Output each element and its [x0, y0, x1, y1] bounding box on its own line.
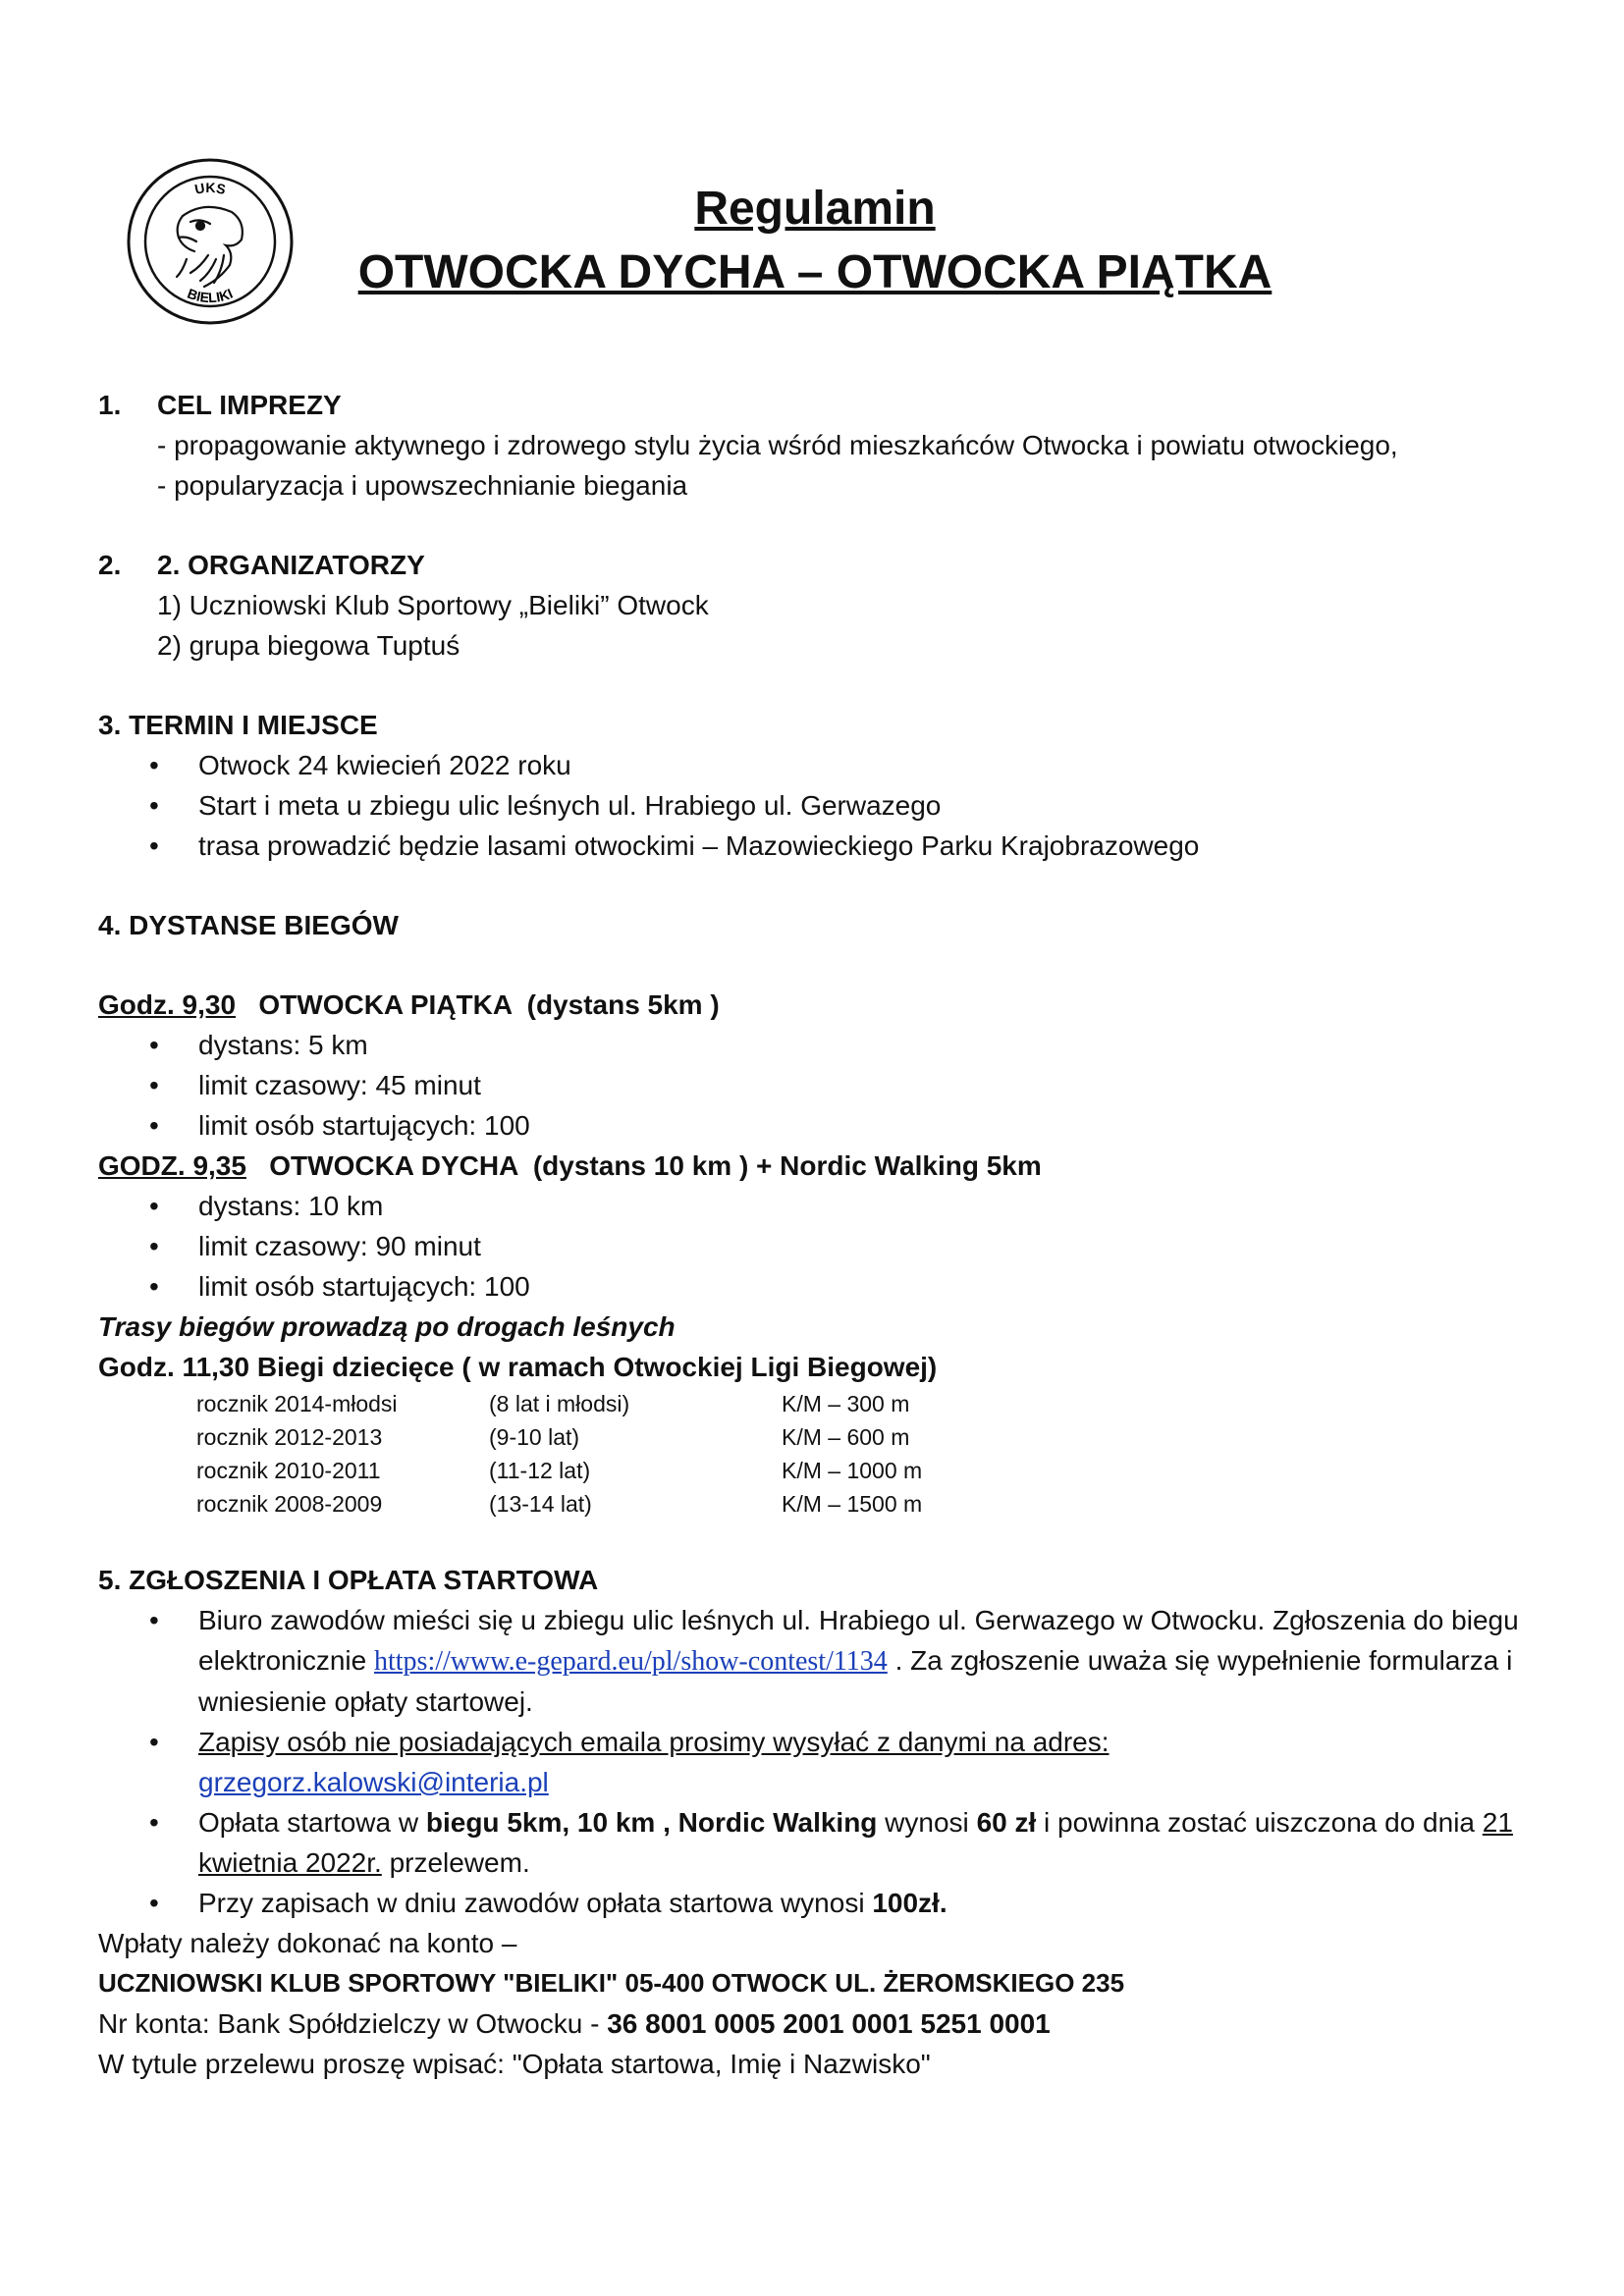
organizer-item: 2) grupa biegowa Tuptuś [157, 630, 460, 661]
section-1-heading: 1. CEL IMPREZY [98, 390, 342, 420]
kids-row: rocznik 2014-młodsi (8 lat i młodsi) K/M – 300 m [196, 1391, 910, 1416]
fee-bullet: • Opłata startowa w biegu 5km, 10 km , Nordic Walking wynosi 60 zł i powinna zostać uiszczona do dnia 21 kwietnia 2022r. przelewem. [98, 1802, 1551, 1883]
logo-bottom-text: BIELIKI [185, 285, 236, 306]
race-10km-heading: GODZ. 9,35 OTWOCKA DYCHA (dystans 10 km ) + Nordic Walking 5km [98, 1150, 1042, 1181]
race-5km-bullet: • limit czasowy: 45 minut [98, 1065, 1551, 1105]
kids-race-heading: Godz. 11,30 Biegi dziecięce ( w ramach Otwockiej Ligi Biegowej) [98, 1352, 938, 1382]
section-1-line: - popularyzacja i upowszechnianie biegania [157, 470, 688, 501]
race-5km-heading: Godz. 9,30 OTWOCKA PIĄTKA (dystans 5km ) [98, 989, 720, 1020]
term-bullet: • trasa prowadzić będzie lasami otwockimi – Mazowieckiego Parku Krajobrazowego [98, 826, 1551, 866]
registration-bullet: • Biuro zawodów mieści się u zbiegu ulic leśnych ul. Hrabiego ul. Gerwazego w Otwocku. Zgłoszenia do biegu elektronicznie https://www.e-gepard.eu/pl/show-contest/1134 . Za zgłoszenie uważa się wypełnienie formularza i wniesienie opłaty startowej. [98, 1600, 1551, 1722]
svg-text:UKS [193, 180, 227, 197]
eagle-head-icon [177, 207, 243, 287]
payment-intro: Wpłaty należy dokonać na konto – [98, 1928, 517, 1958]
contact-email-link[interactable]: grzegorz.kalowski@interia.pl [198, 1767, 549, 1797]
section-3-heading: 3. TERMIN I MIEJSCE [98, 710, 378, 740]
club-logo [126, 157, 295, 326]
term-bullet: • Start i meta u zbiegu ulic leśnych ul. Hrabiego ul. Gerwazego [98, 785, 1551, 826]
kids-row: rocznik 2008-2009 (13-14 lat) K/M – 1500 m [196, 1491, 923, 1517]
onsite-fee-bullet: • Przy zapisach w dniu zawodów opłata startowa wynosi 100zł. [98, 1883, 1551, 1923]
registration-link[interactable]: https://www.e-gepard.eu/pl/show-contest/1134 [373, 1646, 888, 1677]
transfer-title-note: W tytule przelewu proszę wpisać: "Opłata startowa, Imię i Nazwisko" [98, 2049, 931, 2079]
payment-recipient: UCZNIOWSKI KLUB SPORTOWY "BIELIKI" 05-400 OTWOCK UL. ŻEROMSKIEGO 235 [98, 1968, 1125, 1998]
bank-account: Nr konta: Bank Spółdzielczy w Otwocku - 36 8001 0005 2001 0001 5251 0001 [98, 2008, 1051, 2039]
svg-text:BIELIKI [186, 286, 236, 306]
section-1-line: - propagowanie aktywnego i zdrowego stylu życia wśród mieszkańców Otwocka i powiatu otwockiego, [157, 430, 1398, 460]
organizer-item: 1) Uczniowski Klub Sportowy „Bieliki” Otwock [157, 590, 709, 620]
race-10km-bullet: • limit osób startujących: 100 [98, 1266, 1551, 1307]
fee-deadline: 21 kwietnia 2022r. [198, 1807, 1513, 1878]
term-bullet: • Otwock 24 kwiecień 2022 roku [98, 745, 1551, 785]
logo-top-text: UKS [192, 179, 228, 197]
title-block [295, 179, 1335, 306]
race-10km-bullet: • limit czasowy: 90 minut [98, 1226, 1551, 1266]
kids-row: rocznik 2010-2011 (11-12 lat) K/M – 1000 m [196, 1458, 923, 1483]
section-5-heading: 5. ZGŁOSZENIA I OPŁATA STARTOWA [98, 1565, 599, 1595]
section-2-heading: 2. 2. ORGANIZATORZY [98, 550, 425, 580]
event-title: OTWOCKA DYCHA – OTWOCKA PIĄTKA [357, 246, 1272, 298]
document-body [98, 385, 1551, 2084]
race-5km-bullet: • limit osób startujących: 100 [98, 1105, 1551, 1146]
kids-race-table [98, 1387, 1551, 1521]
race-5km-time: Godz. 9,30 [98, 989, 237, 1020]
race-5km-bullet: • dystans: 5 km [98, 1025, 1551, 1065]
section-4-heading: 4. DYSTANSE BIEGÓW [98, 910, 399, 940]
kids-row: rocznik 2012-2013 (9-10 lat) K/M – 600 m [196, 1424, 910, 1450]
race-10km-time: GODZ. 9,35 [98, 1150, 246, 1181]
account-number: 36 8001 0005 2001 0001 5251 0001 [607, 2008, 1051, 2039]
email-registration-bullet: • Zapisy osób nie posiadających emaila prosimy wysyłać z danymi na adres: grzegorz.kalowski@interia.pl [98, 1722, 1551, 1802]
document-title: Regulamin [694, 183, 936, 235]
race-10km-bullet: • dystans: 10 km [98, 1186, 1551, 1226]
route-note: Trasy biegów prowadzą po drogach leśnych [98, 1311, 676, 1342]
